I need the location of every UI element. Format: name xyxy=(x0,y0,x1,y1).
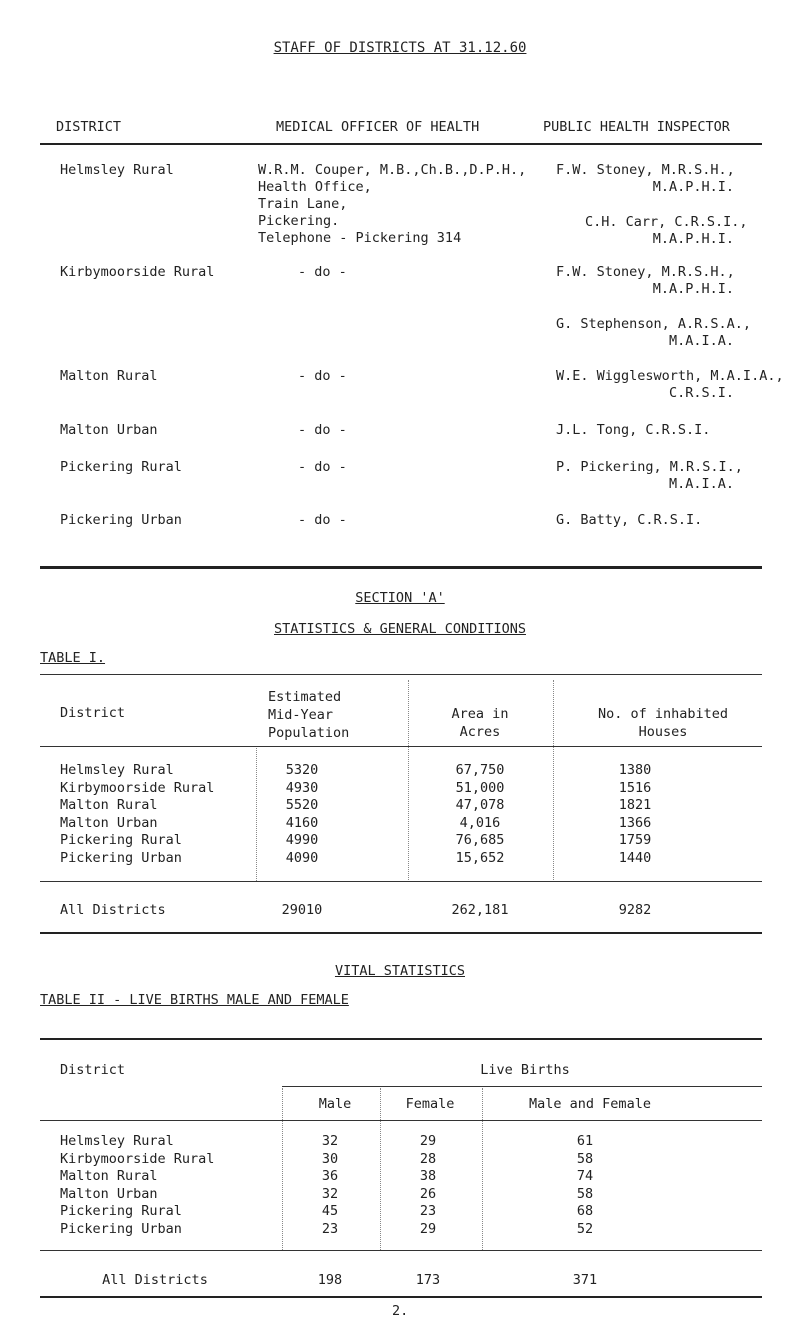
staff-phi-helmsley-1: F.W. Stoney, M.R.S.H., xyxy=(556,162,735,178)
section-title: SECTION 'A' xyxy=(355,590,445,606)
staff-phi-malton-rural: W.E. Wigglesworth, M.A.I.A., xyxy=(556,368,784,384)
table1-total-houses: 9282 xyxy=(618,902,652,918)
staff-moh-malton-urban: - do - xyxy=(298,422,347,438)
staff-phi-kirby-1b: M.A.P.H.I. xyxy=(652,281,734,297)
table2-label: TABLE II - LIVE BIRTHS MALE AND FEMALE xyxy=(40,992,349,1008)
table2-header-district: District xyxy=(60,1062,126,1078)
table2-top-rule xyxy=(40,1038,762,1040)
table1-label: TABLE I. xyxy=(40,650,106,666)
table2-total-female: 173 xyxy=(415,1272,441,1288)
table-row: Pickering Urban xyxy=(60,1220,182,1237)
staff-phi-malton-rural-b: C.R.S.I. xyxy=(668,385,734,401)
table1-total-district: All Districts xyxy=(60,902,166,918)
staff-phi-kirby-2: G. Stephenson, A.R.S.A., xyxy=(556,316,752,332)
staff-header-rule xyxy=(40,143,762,145)
table2-col-female: 29 28 38 26 23 29 xyxy=(419,1133,437,1237)
table-row: Pickering Rural xyxy=(60,1203,182,1219)
table1-total-rule xyxy=(40,881,762,882)
table-row: Helmsley Rural xyxy=(60,1133,174,1149)
staff-district-malton-rural: Malton Rural xyxy=(60,368,158,384)
header-moh: MEDICAL OFFICER OF HEALTH xyxy=(276,119,480,135)
table1-col-area: 67,750 51,000 47,078 4,016 76,685 15,652 xyxy=(455,762,505,866)
staff-moh-malton-rural: - do - xyxy=(298,368,347,384)
table2-header-group: Live Births xyxy=(480,1062,570,1078)
staff-phi-kirby-1: F.W. Stoney, M.R.S.H., xyxy=(556,264,735,280)
table2-header-female: Female xyxy=(405,1096,455,1112)
page-number: 2. xyxy=(392,1303,409,1319)
staff-district-malton-urban: Malton Urban xyxy=(60,422,158,438)
table1-top-rule xyxy=(40,674,762,675)
staff-moh-pickering-urban: - do - xyxy=(298,512,347,528)
staff-district-helmsley: Helmsley Rural xyxy=(60,162,174,178)
table1-header-pop: Estimated Mid-Year Population xyxy=(268,689,350,741)
table1-header-houses: No. of inhabited Houses xyxy=(597,706,729,740)
table-row: Kirbymoorside Rural xyxy=(60,1150,215,1167)
staff-moh-kirby: - do - xyxy=(298,264,347,280)
section-subtitle: STATISTICS & GENERAL CONDITIONS xyxy=(274,621,526,637)
table-row: Pickering Rural xyxy=(60,832,182,848)
table-row: Helmsley Rural xyxy=(60,762,174,778)
table2-col-male: 32 30 36 32 45 23 xyxy=(321,1133,339,1237)
table-row: Malton Rural xyxy=(60,797,158,813)
table2-header-male: Male xyxy=(318,1096,352,1112)
table2-total-rule xyxy=(40,1250,762,1251)
table1-col-houses: 1380 1516 1821 1366 1759 1440 xyxy=(618,762,652,866)
table1-header-district: District xyxy=(60,705,126,721)
header-phi: PUBLIC HEALTH INSPECTOR xyxy=(543,119,730,135)
table-row: Malton Rural xyxy=(60,1168,158,1184)
table1-header-rule xyxy=(40,746,762,747)
header-district: DISTRICT xyxy=(56,119,122,135)
table-row: Malton Urban xyxy=(60,814,158,831)
table2-col-both: 61 58 74 58 68 52 xyxy=(576,1133,594,1237)
staff-moh-pickering-rural: - do - xyxy=(298,459,347,475)
staff-phi-helmsley-1b: M.A.P.H.I. xyxy=(652,179,734,195)
staff-phi-pickering-urban: G. Batty, C.R.S.I. xyxy=(556,512,703,528)
table1-total-pop: 29010 xyxy=(281,902,323,918)
table-row: Pickering Urban xyxy=(60,849,182,866)
table1-bottom-rule xyxy=(40,932,762,934)
table1-col-district xyxy=(60,762,214,867)
table2-header-both: Male and Female xyxy=(529,1096,651,1112)
section-rule xyxy=(40,566,762,569)
table2-bottom-rule xyxy=(40,1296,762,1298)
staff-phi-kirby-2b: M.A.I.A. xyxy=(668,333,734,349)
table2-total-male: 198 xyxy=(317,1272,343,1288)
table-row: Kirbymoorside Rural xyxy=(60,779,215,796)
staff-phi-pickering-rural: P. Pickering, M.R.S.I., xyxy=(556,459,743,475)
table1-header-area: Area in Acres xyxy=(451,706,509,740)
vital-title: VITAL STATISTICS xyxy=(334,963,466,979)
table2-total-district: All Districts xyxy=(102,1272,208,1288)
staff-district-kirby: Kirbymoorside Rural xyxy=(60,264,215,280)
table2-total-both: 371 xyxy=(572,1272,598,1288)
staff-moh-helmsley: W.R.M. Couper, M.B.,Ch.B.,D.P.H., Health Office, Train Lane, Pickering. Telephone - Pickering 314 xyxy=(258,162,527,246)
staff-phi-helmsley-2: C.H. Carr, C.R.S.I., xyxy=(585,214,748,230)
table1-total-area: 262,181 xyxy=(451,902,509,918)
page-title: STAFF OF DISTRICTS AT 31.12.60 xyxy=(273,40,527,56)
staff-phi-malton-urban: J.L. Tong, C.R.S.I. xyxy=(556,422,711,438)
staff-phi-helmsley-2b: M.A.P.H.I. xyxy=(652,231,734,247)
staff-district-pickering-rural: Pickering Rural xyxy=(60,459,182,475)
staff-phi-pickering-rural-b: M.A.I.A. xyxy=(668,476,734,492)
table-row: Malton Urban xyxy=(60,1185,158,1202)
table2-col-district xyxy=(60,1133,214,1238)
staff-district-pickering-urban: Pickering Urban xyxy=(60,512,182,528)
table1-col-pop: 5320 4930 5520 4160 4990 4090 xyxy=(285,762,319,866)
table2-header-rule xyxy=(40,1120,762,1121)
